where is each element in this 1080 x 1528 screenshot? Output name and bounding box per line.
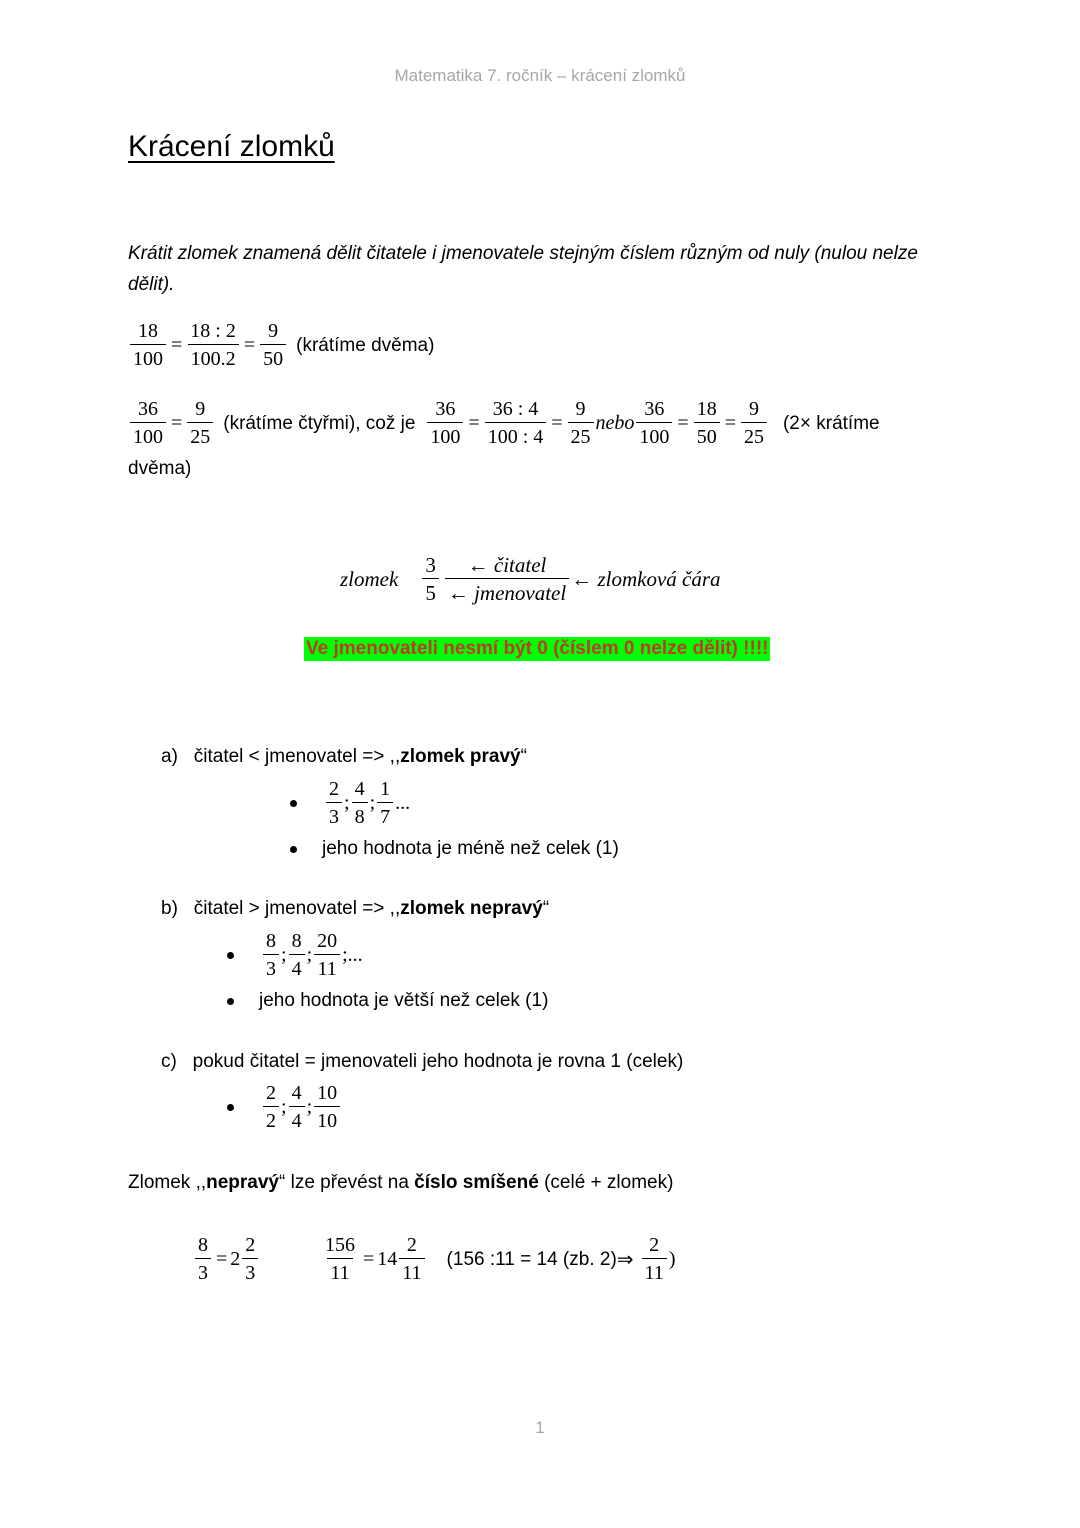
example-1-note: (krátíme dvěma)	[296, 334, 435, 356]
bullet-icon	[290, 846, 297, 853]
fraction: $\frac{10}{10}$	[314, 1080, 340, 1135]
fraction: $\frac{18 : 2}{100.2}$	[187, 318, 239, 373]
fraction: $\frac{2}{11}$	[399, 1232, 424, 1287]
section-b-note: jeho hodnota je větší než celek (1)	[227, 990, 548, 1012]
page-number: 1	[535, 1418, 545, 1437]
warning-highlight: Ve jmenovateli nesmí být 0 (číslem 0 nelze dělit) !!!!	[306, 638, 769, 659]
fraction: $\frac{8}{3}$	[263, 928, 279, 983]
fraction-labels: $\frac{\text{← čitatel}}{\text{← jmenovatel}}$	[445, 552, 569, 607]
mixed-number-intro: Zlomek ,,nepravý“ lze převést na číslo smíšené (celé + zlomek)	[128, 1172, 674, 1193]
fraction: $\frac{2}{3}$	[242, 1232, 258, 1287]
fraction: $\frac{18}{100}$	[130, 318, 166, 373]
fraction: $\frac{9}{25}$	[568, 396, 594, 451]
fraction: $\frac{9}{25}$	[741, 396, 767, 451]
fraction: $\frac{36}{100}$	[130, 396, 166, 451]
fraction: $\frac{2}{11}$	[642, 1232, 667, 1287]
bullet-icon	[227, 998, 234, 1005]
section-b-heading: b) čitatel > jmenovatel => ,,zlomek nepravý“	[161, 898, 550, 919]
page-header: Matematika 7. ročník – krácení zlomků	[394, 66, 686, 85]
fraction: $\frac{1}{7}$	[377, 776, 393, 831]
fraction: $\frac{20}{11}$	[314, 928, 340, 983]
mixed-example-2: $\frac{156}{11}$ = 14 $\frac{2}{11}$ (156 :11 = 14 (zb. 2) ⇒ $\frac{2}{11}$ )	[320, 1232, 675, 1287]
fraction: $\frac{3}{5}$	[422, 552, 439, 607]
section-c-heading: c) pokud čitatel = jmenovateli jeho hodnota je rovna 1 (celek)	[161, 1051, 684, 1072]
example-2: $\frac{36}{100}$ = $\frac{9}{25}$ (krátíme čtyřmi), což je $\frac{36}{100}$ = $\frac{36 : 4}{100 : 4}$ = $\frac{9}{25}$ nebo $\frac{36}{100}$ = $\frac{18}{50}$ = $\frac{9}{25}$ (2× krátíme	[128, 396, 880, 451]
bullet-icon	[227, 1104, 234, 1111]
fraction: $\frac{8}{3}$	[195, 1232, 211, 1287]
section-a-note: jeho hodnota je méně než celek (1)	[290, 838, 619, 860]
mixed-example-1: $\frac{8}{3}$ = 2 $\frac{2}{3}$	[193, 1232, 260, 1287]
fraction: $\frac{18}{50}$	[694, 396, 720, 451]
fraction: $\frac{36 : 4}{100 : 4}$	[485, 396, 547, 451]
intro-definition: Krátit zlomek znamená dělit čitatele i jmenovatele stejným číslem různým od nuly (nulou nelze dělit).	[128, 243, 918, 295]
implies-arrow-icon: ⇒	[616, 1249, 634, 1271]
section-a-examples: $\frac{2}{3}$ ; $\frac{4}{8}$ ; $\frac{1}{7}$ ...	[290, 776, 410, 831]
section-a-heading: a) čitatel < jmenovatel => ,,zlomek pravý“	[161, 746, 527, 767]
section-c-examples: $\frac{2}{2}$ ; $\frac{4}{4}$ ; $\frac{10}{10}$	[227, 1080, 342, 1135]
fraction: $\frac{36}{100}$	[427, 396, 463, 451]
fraction: $\frac{9}{25}$	[187, 396, 213, 451]
fraction: $\frac{8}{4}$	[289, 928, 305, 983]
fraction: $\frac{2}{2}$	[263, 1080, 279, 1135]
bullet-icon	[290, 800, 297, 807]
fraction: $\frac{2}{3}$	[326, 776, 342, 831]
fraction: $\frac{4}{8}$	[352, 776, 368, 831]
bullet-icon	[227, 952, 234, 959]
page-title: Krácení zlomků	[128, 130, 335, 163]
fraction: $\frac{156}{11}$	[322, 1232, 358, 1287]
fraction: $\frac{4}{4}$	[289, 1080, 305, 1135]
example-1: $\frac{18}{100}$ = $\frac{18 : 2}{100.2}$ = $\frac{9}{50}$ (krátíme dvěma)	[128, 318, 434, 373]
fraction-diagram: zlomek $\frac{3}{5}$ $\frac{\text{← čitatel}}{\text{← jmenovatel}}$ ← zlomková čára	[340, 553, 721, 605]
fraction: $\frac{36}{100}$	[636, 396, 672, 451]
section-b-examples: $\frac{8}{3}$ ; $\frac{8}{4}$ ; $\frac{20}{11}$ ;...	[227, 928, 363, 983]
fraction: $\frac{9}{50}$	[260, 318, 286, 373]
